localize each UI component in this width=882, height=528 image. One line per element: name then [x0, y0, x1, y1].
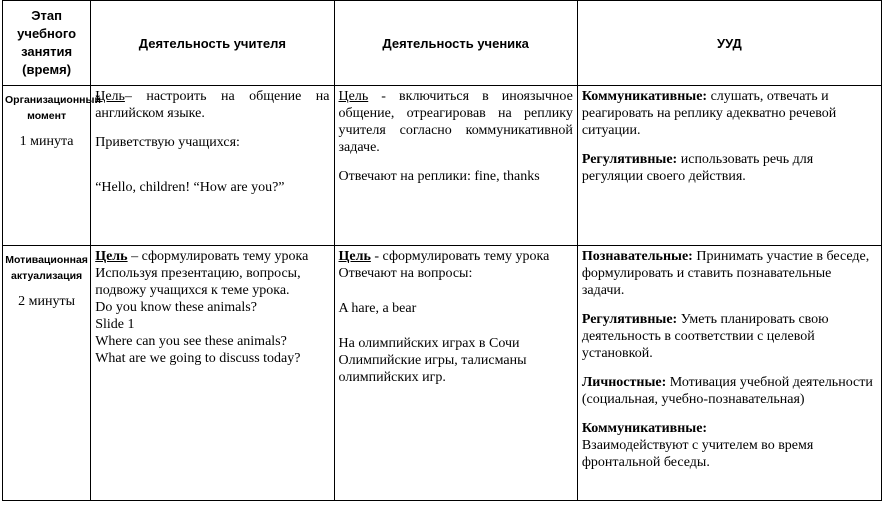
teacher-line: Slide 1	[95, 317, 135, 332]
teacher-line: Do you know these animals?	[95, 300, 257, 315]
uud-text: Мотивация учебной деятельности (социальная, учебно-познавательная)	[581, 375, 873, 407]
uud-label: Личностные:	[581, 375, 667, 390]
uud-text: Принимать участие в беседе, формулировать и ставить познавательные задачи.	[581, 249, 870, 298]
goal-text: – сформулировать тему урока	[127, 249, 309, 264]
header-stage: Этап учебного занятия (время)	[3, 1, 91, 86]
teacher-line: What are we going to discuss today?	[95, 351, 301, 366]
header-uud: УУД	[577, 1, 881, 86]
goal-label: Цель	[95, 89, 125, 104]
goal-label: Цель	[95, 249, 128, 264]
student-activity-cell	[334, 86, 577, 246]
student-line: Отвечают на вопросы:	[338, 266, 473, 281]
goal-text: - сформулировать тему урока	[370, 249, 550, 264]
teacher-activity-cell	[91, 86, 334, 246]
uud-text: использовать речь для регуляции своего действия.	[581, 152, 814, 184]
goal-text: – настроить на общение на английском языке.	[95, 89, 330, 121]
table-header-row	[3, 1, 882, 86]
uud-text: Уметь планировать свою деятельность в соответствии с целевой установкой.	[581, 312, 829, 361]
uud-text: Взаимодействуют с учителем во время фронтальной беседы.	[581, 438, 814, 470]
uud-label: Познавательные:	[581, 249, 693, 264]
uud-label: Коммуникативные:	[581, 421, 708, 436]
goal-text: - включиться в иноязычное общение, отреагировав на реплику учителя согласно коммуникативной задаче.	[338, 89, 573, 155]
teacher-line: “Hello, children! “How are you?”	[95, 180, 285, 195]
stage-cell	[3, 246, 91, 501]
table-row	[3, 246, 882, 501]
stage-time: 1 минута	[19, 134, 74, 149]
student-line: A hare, a bear	[338, 301, 417, 316]
table-row	[3, 86, 882, 246]
teacher-line: Используя презентацию, вопросы, подвожу учащихся к теме урока.	[95, 266, 301, 298]
student-line: Олимпийские игры, талисманы олимпийских игр.	[338, 353, 527, 385]
uud-label: Регулятивные:	[581, 152, 678, 167]
uud-text: слушать, отвечать и реагировать на реплику адекватно речевой ситуации.	[581, 89, 837, 138]
stage-name: Мотивационная актуализация	[5, 254, 88, 282]
stage-name: Организационный момент	[5, 94, 101, 122]
uud-label: Регулятивные:	[581, 312, 678, 327]
stage-time: 2 минуты	[18, 294, 76, 309]
teacher-activity-cell	[91, 246, 334, 501]
uud-label: Коммуникативные:	[581, 89, 708, 104]
stage-cell	[3, 86, 101, 246]
teacher-line: Where can you see these animals?	[95, 334, 287, 349]
goal-label: Цель	[338, 89, 369, 104]
teacher-line: Приветствую учащихся:	[95, 135, 240, 150]
goal-label: Цель	[338, 249, 371, 264]
student-line: На олимпийских играх в Сочи	[338, 336, 520, 351]
uud-cell	[577, 86, 881, 246]
student-line: Отвечают на реплики: fine, thanks	[338, 169, 540, 184]
uud-cell	[577, 246, 881, 501]
lesson-plan-table	[2, 0, 882, 501]
header-teacher-activity: Деятельность учителя	[91, 1, 334, 86]
student-activity-cell	[334, 246, 577, 501]
header-student-activity: Деятельность ученика	[334, 1, 577, 86]
